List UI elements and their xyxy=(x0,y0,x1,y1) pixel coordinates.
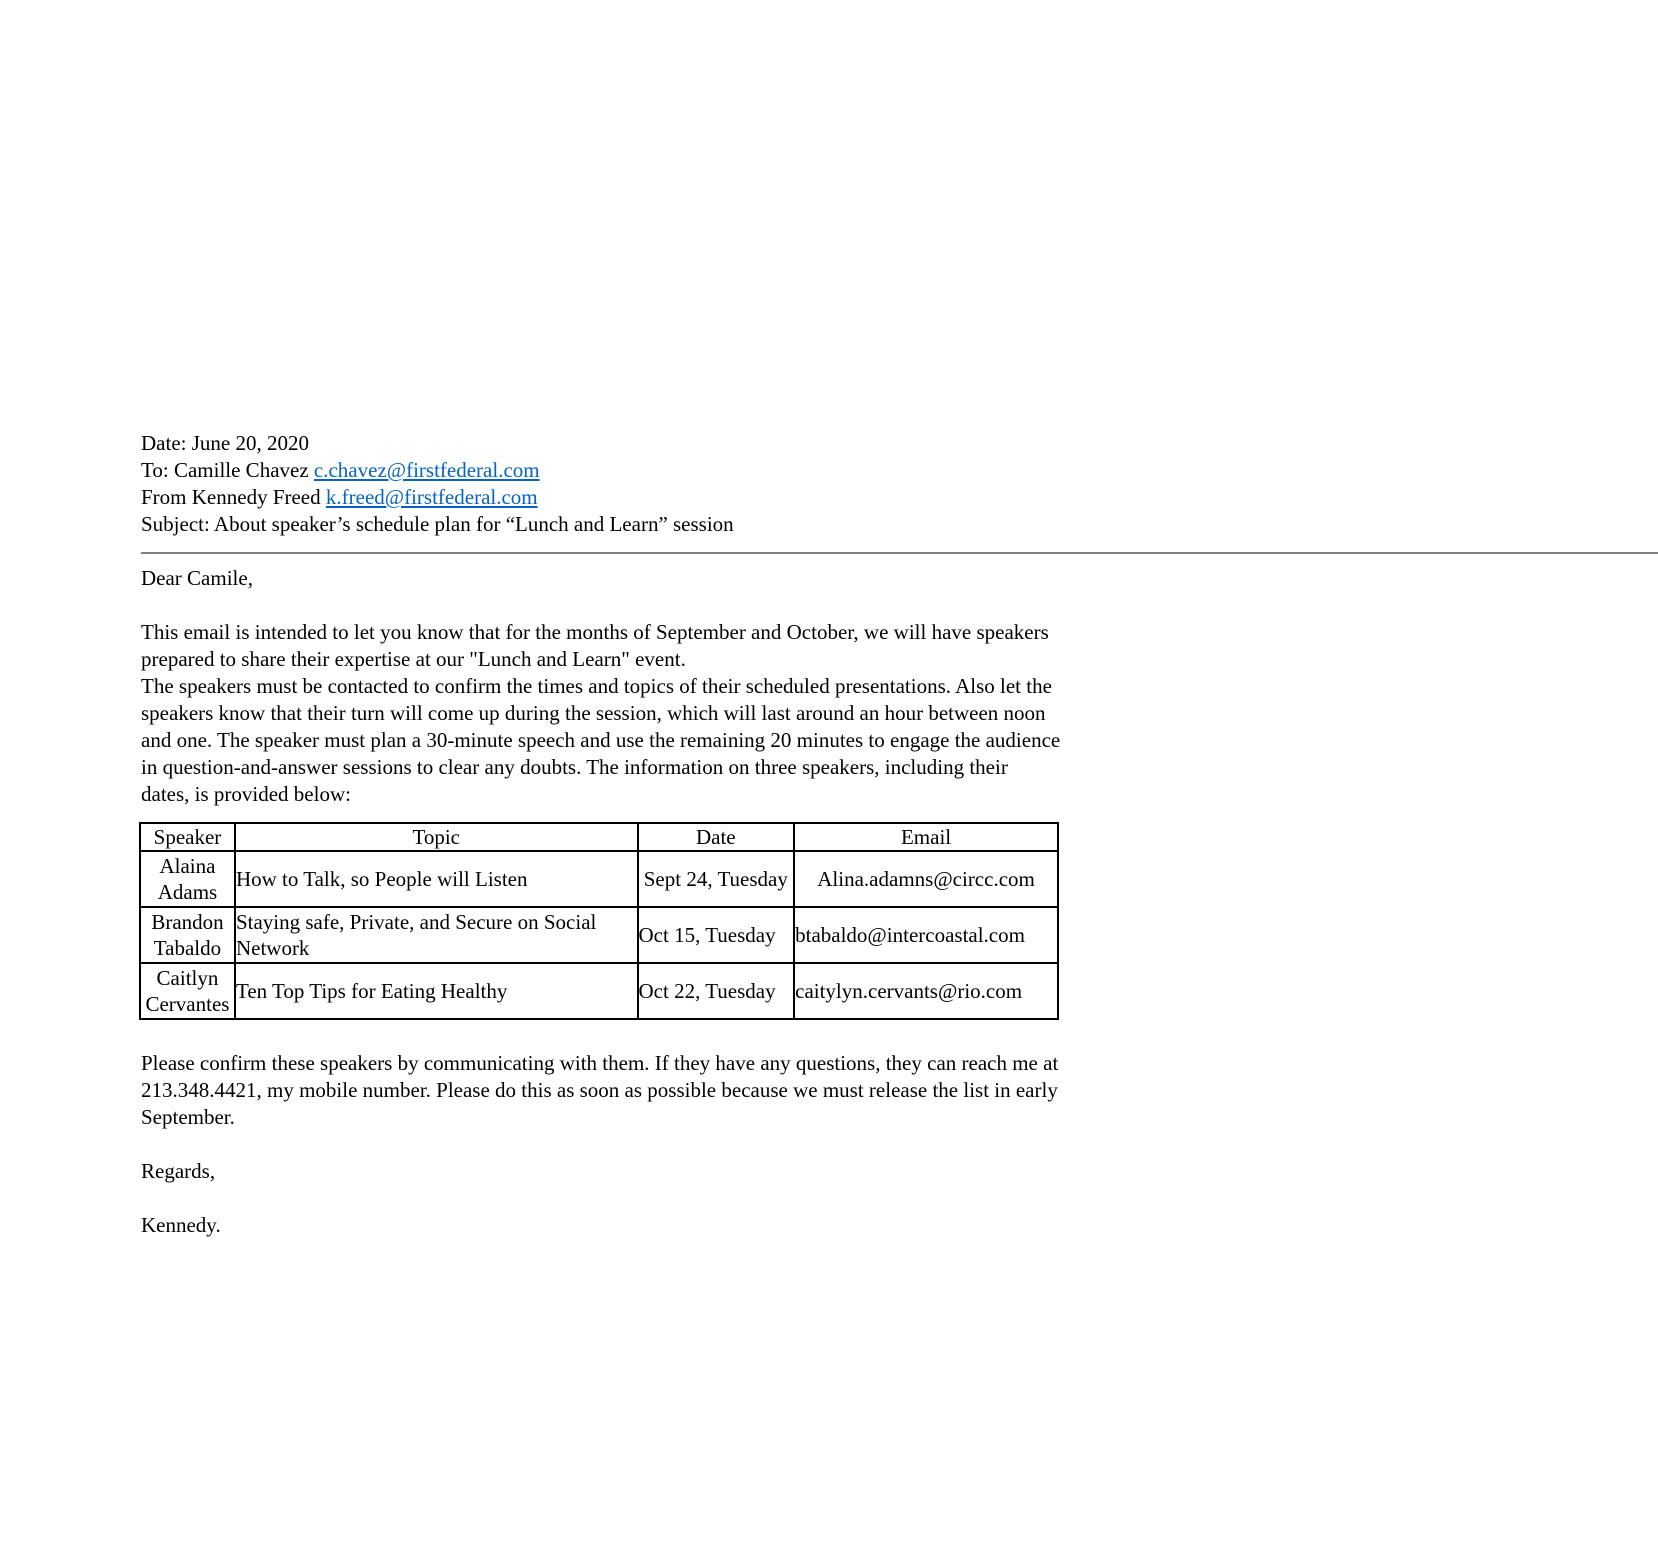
email-document xyxy=(141,430,1658,1239)
date-line: Date: June 20, 2020 xyxy=(141,431,309,455)
topic-cell: How to Talk, so People will Listen xyxy=(235,851,638,907)
email-cell: btabaldo@intercoastal.com xyxy=(794,907,1058,963)
from-label: From Kennedy Freed xyxy=(141,485,326,509)
email-cell: caitylyn.cervants@rio.com xyxy=(794,963,1058,1019)
date-cell: Oct 22, Tuesday xyxy=(638,963,795,1019)
closing-text: Please confirm these speakers by communicating with them. If they have any questions, they can reach me at 213.348.4421, my mobile number. Please do this as soon as possible because we must release the list in early September. xyxy=(141,1051,1059,1129)
table-header-row xyxy=(140,823,1058,851)
signature: Kennedy. xyxy=(141,1213,221,1237)
to-line xyxy=(141,457,1061,484)
column-header: Email xyxy=(794,823,1058,851)
body-paragraph: The speakers must be contacted to confirm the times and topics of their scheduled presentations. Also let the speakers know that their turn will come up during the session, which will last around an hour between noon and one. The speaker must plan a 30-minute speech and use the remaining 20 minutes to engage the audience in question-and-answer sessions to clear any doubts. The information on three speakers, including their dates, is provided below: xyxy=(141,674,1061,806)
speaker-table xyxy=(139,822,1059,1020)
to-email-link[interactable]: c.chavez@firstfederal.com xyxy=(313,458,540,482)
separator-line: —————————————————————————————————————————————————————————————————————————— xyxy=(141,539,1658,563)
table-row xyxy=(140,907,1058,963)
table-row xyxy=(140,851,1058,907)
to-label: To: Camille Chavez xyxy=(141,458,314,482)
topic-cell: Staying safe, Private, and Secure on Social Network xyxy=(235,907,638,963)
column-header: Speaker xyxy=(140,823,235,851)
closing-paragraph xyxy=(141,1050,1061,1131)
from-email-link[interactable]: k.freed@firstfederal.com xyxy=(325,485,538,509)
column-header: Date xyxy=(638,823,795,851)
speaker-cell: Alaina Adams xyxy=(140,851,235,907)
greeting: Dear Camile, xyxy=(141,566,253,590)
from-line xyxy=(141,484,1061,511)
date-cell: Sept 24, Tuesday xyxy=(638,851,795,907)
topic-cell: Ten Top Tips for Eating Healthy xyxy=(235,963,638,1019)
date-cell: Oct 15, Tuesday xyxy=(638,907,795,963)
body-text xyxy=(141,619,1061,808)
subject-line: Subject: About speaker’s schedule plan for “Lunch and Learn” session xyxy=(141,512,734,536)
email-cell: Alina.adamns@circc.com xyxy=(794,851,1058,907)
speaker-cell: Caitlyn Cervantes xyxy=(140,963,235,1019)
signoff: Regards, xyxy=(141,1159,216,1183)
column-header: Topic xyxy=(235,823,638,851)
body-paragraph: This email is intended to let you know that for the months of September and October, we will have speakers prepared to share their expertise at our "Lunch and Learn" event. xyxy=(141,620,1049,671)
table-row xyxy=(140,963,1058,1019)
speaker-cell: Brandon Tabaldo xyxy=(140,907,235,963)
